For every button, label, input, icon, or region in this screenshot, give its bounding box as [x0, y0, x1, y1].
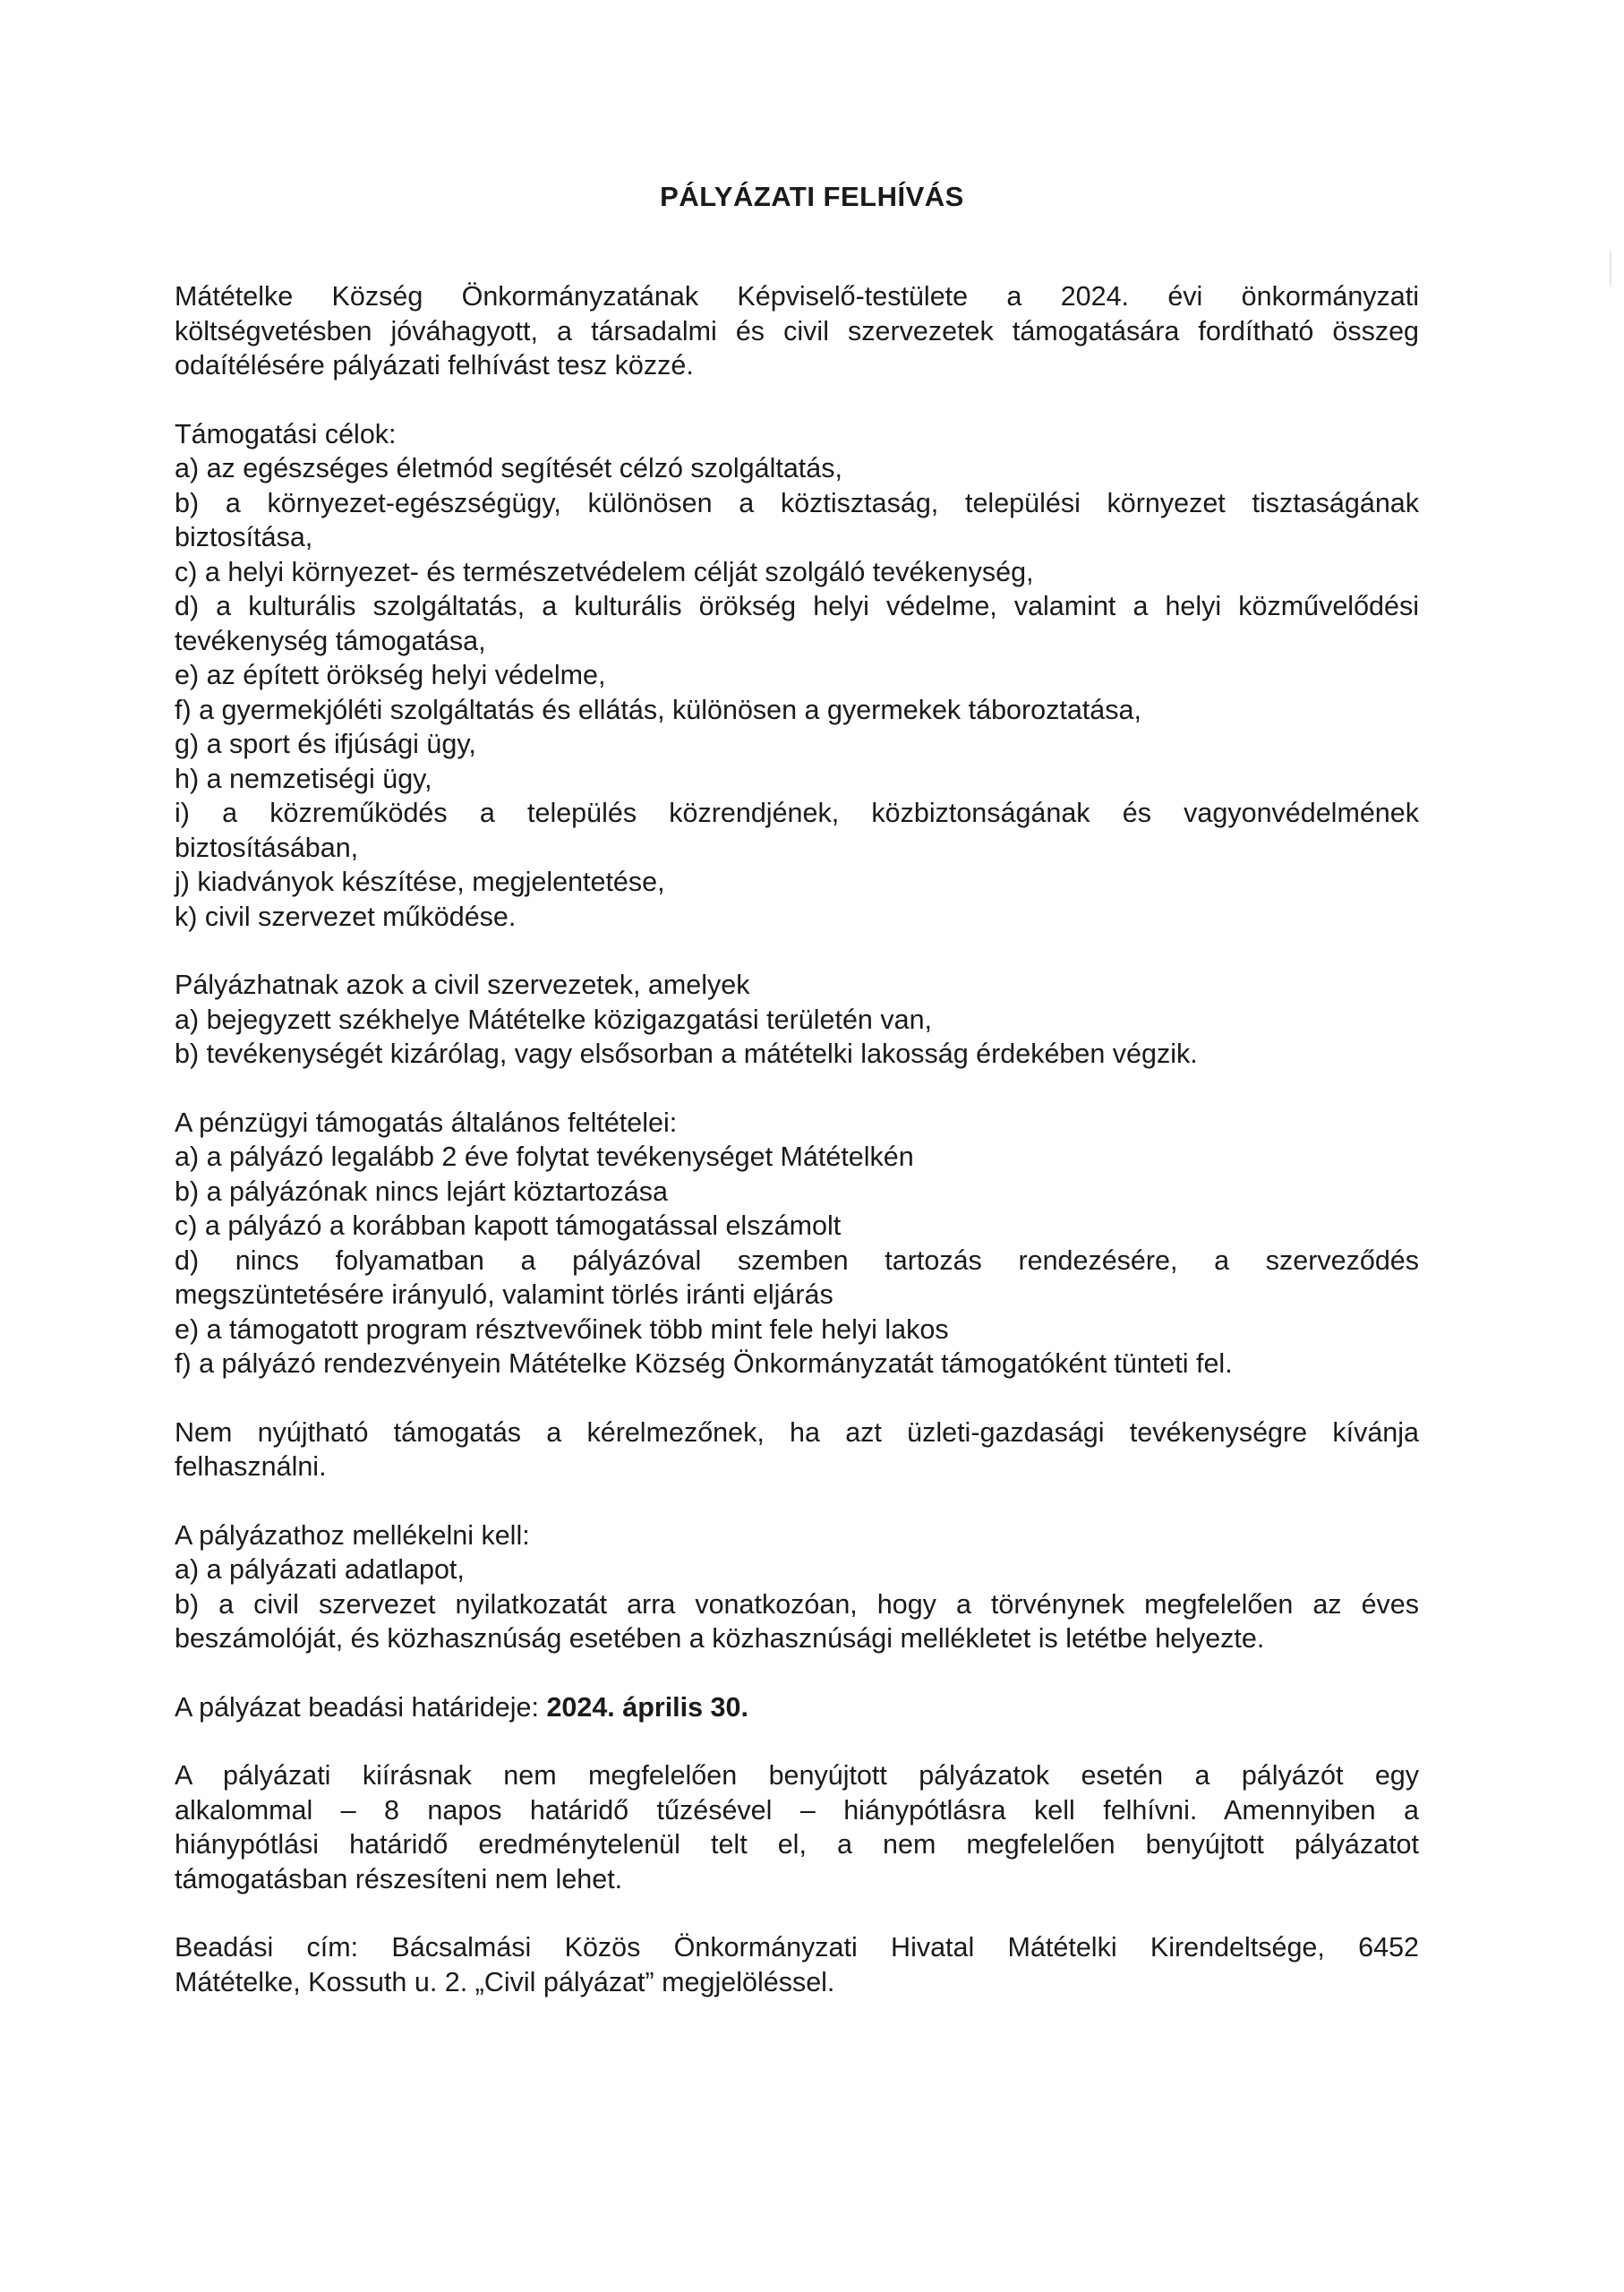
deadline-line	[175, 1690, 1419, 1725]
address-paragraph	[175, 1930, 1419, 1999]
attachments-section	[175, 1518, 1419, 1656]
intro-line: Mátételke Község Önkormányzatának Képviselő-testülete a 2024. évi önkormányzati	[175, 281, 1419, 312]
eligible-item: a) bejegyzett székhelye Mátételke közigazgatási területén van,	[175, 1004, 933, 1035]
conditions-item: f) a pályázó rendezvényein Mátételke Község Önkormányzatát támogatóként tünteti fel.	[175, 1348, 1233, 1379]
deadline-label: A pályázat beadási határideje:	[175, 1691, 547, 1723]
deadline-paragraph	[175, 1690, 1419, 1725]
goals-item: e) az épített örökség helyi védelme,	[175, 660, 606, 690]
goals-heading: Támogatási célok:	[175, 418, 397, 449]
goals-item: h) a nemzetiségi ügy,	[175, 763, 432, 794]
intro-line: költségvetésben jóváhagyott, a társadalmi és civil szervezetek támogatására fordítható összeg	[175, 315, 1419, 346]
attachments-item: a) a pályázati adatlapot,	[175, 1554, 465, 1585]
conditions-section	[175, 1106, 1419, 1381]
attachments-item: b) a civil szervezet nyilatkozatát arra vonatkozóan, hogy a törvénynek megfelelően az éves	[175, 1588, 1419, 1620]
address-line: Mátételke, Kossuth u. 2. „Civil pályázat” megjelöléssel.	[175, 1966, 835, 1997]
conditions-item: d) nincs folyamatban a pályázóval szemben tartozás rendezésére, a szerveződés	[175, 1244, 1419, 1276]
eligible-heading: Pályázhatnak azok a civil szervezetek, amelyek	[175, 970, 750, 1000]
document-title: PÁLYÁZATI FELHÍVÁS	[660, 181, 964, 212]
conditions-heading: A pénzügyi támogatás általános feltételei:	[175, 1107, 678, 1138]
address-line: Beadási cím: Bácsalmási Közös Önkormányzati Hivatal Mátételki Kirendeltsége, 6452	[175, 1932, 1419, 1963]
conditions-item: megszüntetésére irányuló, valamint törlés iránti eljárás	[175, 1279, 833, 1310]
goals-item: j) kiadványok készítése, megjelentetése,	[175, 867, 665, 897]
intro-line: odaítélésére pályázati felhívást tesz közzé.	[175, 350, 694, 381]
attachments-heading: A pályázathoz mellékelni kell:	[175, 1519, 530, 1551]
document-body	[175, 279, 1419, 1999]
conditions-item: e) a támogatott program résztvevőinek több mint fele helyi lakos	[175, 1313, 949, 1345]
goals-item: g) a sport és ifjúsági ügy,	[175, 729, 476, 759]
conditions-item: c) a pályázó a korábban kapott támogatással elszámolt	[175, 1210, 842, 1241]
deficiency-line: A pályázati kiírásnak nem megfelelően benyújtott pályázatok esetén a pályázót egy	[175, 1760, 1419, 1791]
goals-item: f) a gyermekjóléti szolgáltatás és ellátás, különösen a gyermekek táboroztatása,	[175, 694, 1141, 725]
deficiency-line: alkalommal – 8 napos határidő tűzésével – hiánypótlásra kell felhívni. Amennyiben a	[175, 1794, 1419, 1826]
deficiency-paragraph	[175, 1758, 1419, 1896]
goals-item: a) az egészséges életmód segítését célzó szolgáltatás,	[175, 453, 842, 483]
deficiency-line: támogatásban részesíteni nem lehet.	[175, 1863, 623, 1894]
goals-section	[175, 417, 1419, 935]
conditions-item: b) a pályázónak nincs lejárt köztartozása	[175, 1176, 668, 1207]
exclusion-line: Nem nyújtható támogatás a kérelmezőnek, ha azt üzleti-gazdasági tevékenységre kívánja	[175, 1416, 1419, 1448]
scan-edge-mark	[1610, 251, 1611, 286]
goals-item: d) a kulturális szolgáltatás, a kulturális örökség helyi védelme, valamint a helyi közművelődési	[175, 591, 1419, 621]
exclusion-paragraph	[175, 1415, 1419, 1484]
goals-item: biztosításában,	[175, 832, 359, 863]
goals-item: c) a helyi környezet- és természetvédelem célját szolgáló tevékenység,	[175, 556, 1034, 587]
eligible-section	[175, 968, 1419, 1072]
attachments-item: beszámolóját, és közhasznúság esetében a közhasznúsági mellékletet is letétbe helyezte.	[175, 1623, 1265, 1654]
intro-paragraph	[175, 279, 1419, 383]
exclusion-line: felhasználni.	[175, 1451, 327, 1482]
deficiency-line: hiánypótlási határidő eredménytelenül telt el, a nem megfelelően benyújtott pályázatot	[175, 1829, 1419, 1860]
goals-item: biztosítása,	[175, 522, 313, 552]
eligible-item: b) tevékenységét kizárólag, vagy elsősorban a mátételki lakosság érdekében végzik.	[175, 1039, 1198, 1069]
goals-item: b) a környezet-egészségügy, különösen a köztisztaság, települési környezet tisztaságának	[175, 487, 1419, 518]
conditions-item: a) a pályázó legalább 2 éve folytat tevékenységet Mátételkén	[175, 1142, 914, 1172]
goals-item: i) a közreműködés a település közrendjének, közbiztonságának és vagyonvédelmének	[175, 798, 1419, 828]
deadline-date: 2024. április 30.	[546, 1691, 748, 1723]
goals-item: k) civil szervezet működése.	[175, 901, 517, 932]
goals-item: tevékenység támogatása,	[175, 625, 486, 656]
